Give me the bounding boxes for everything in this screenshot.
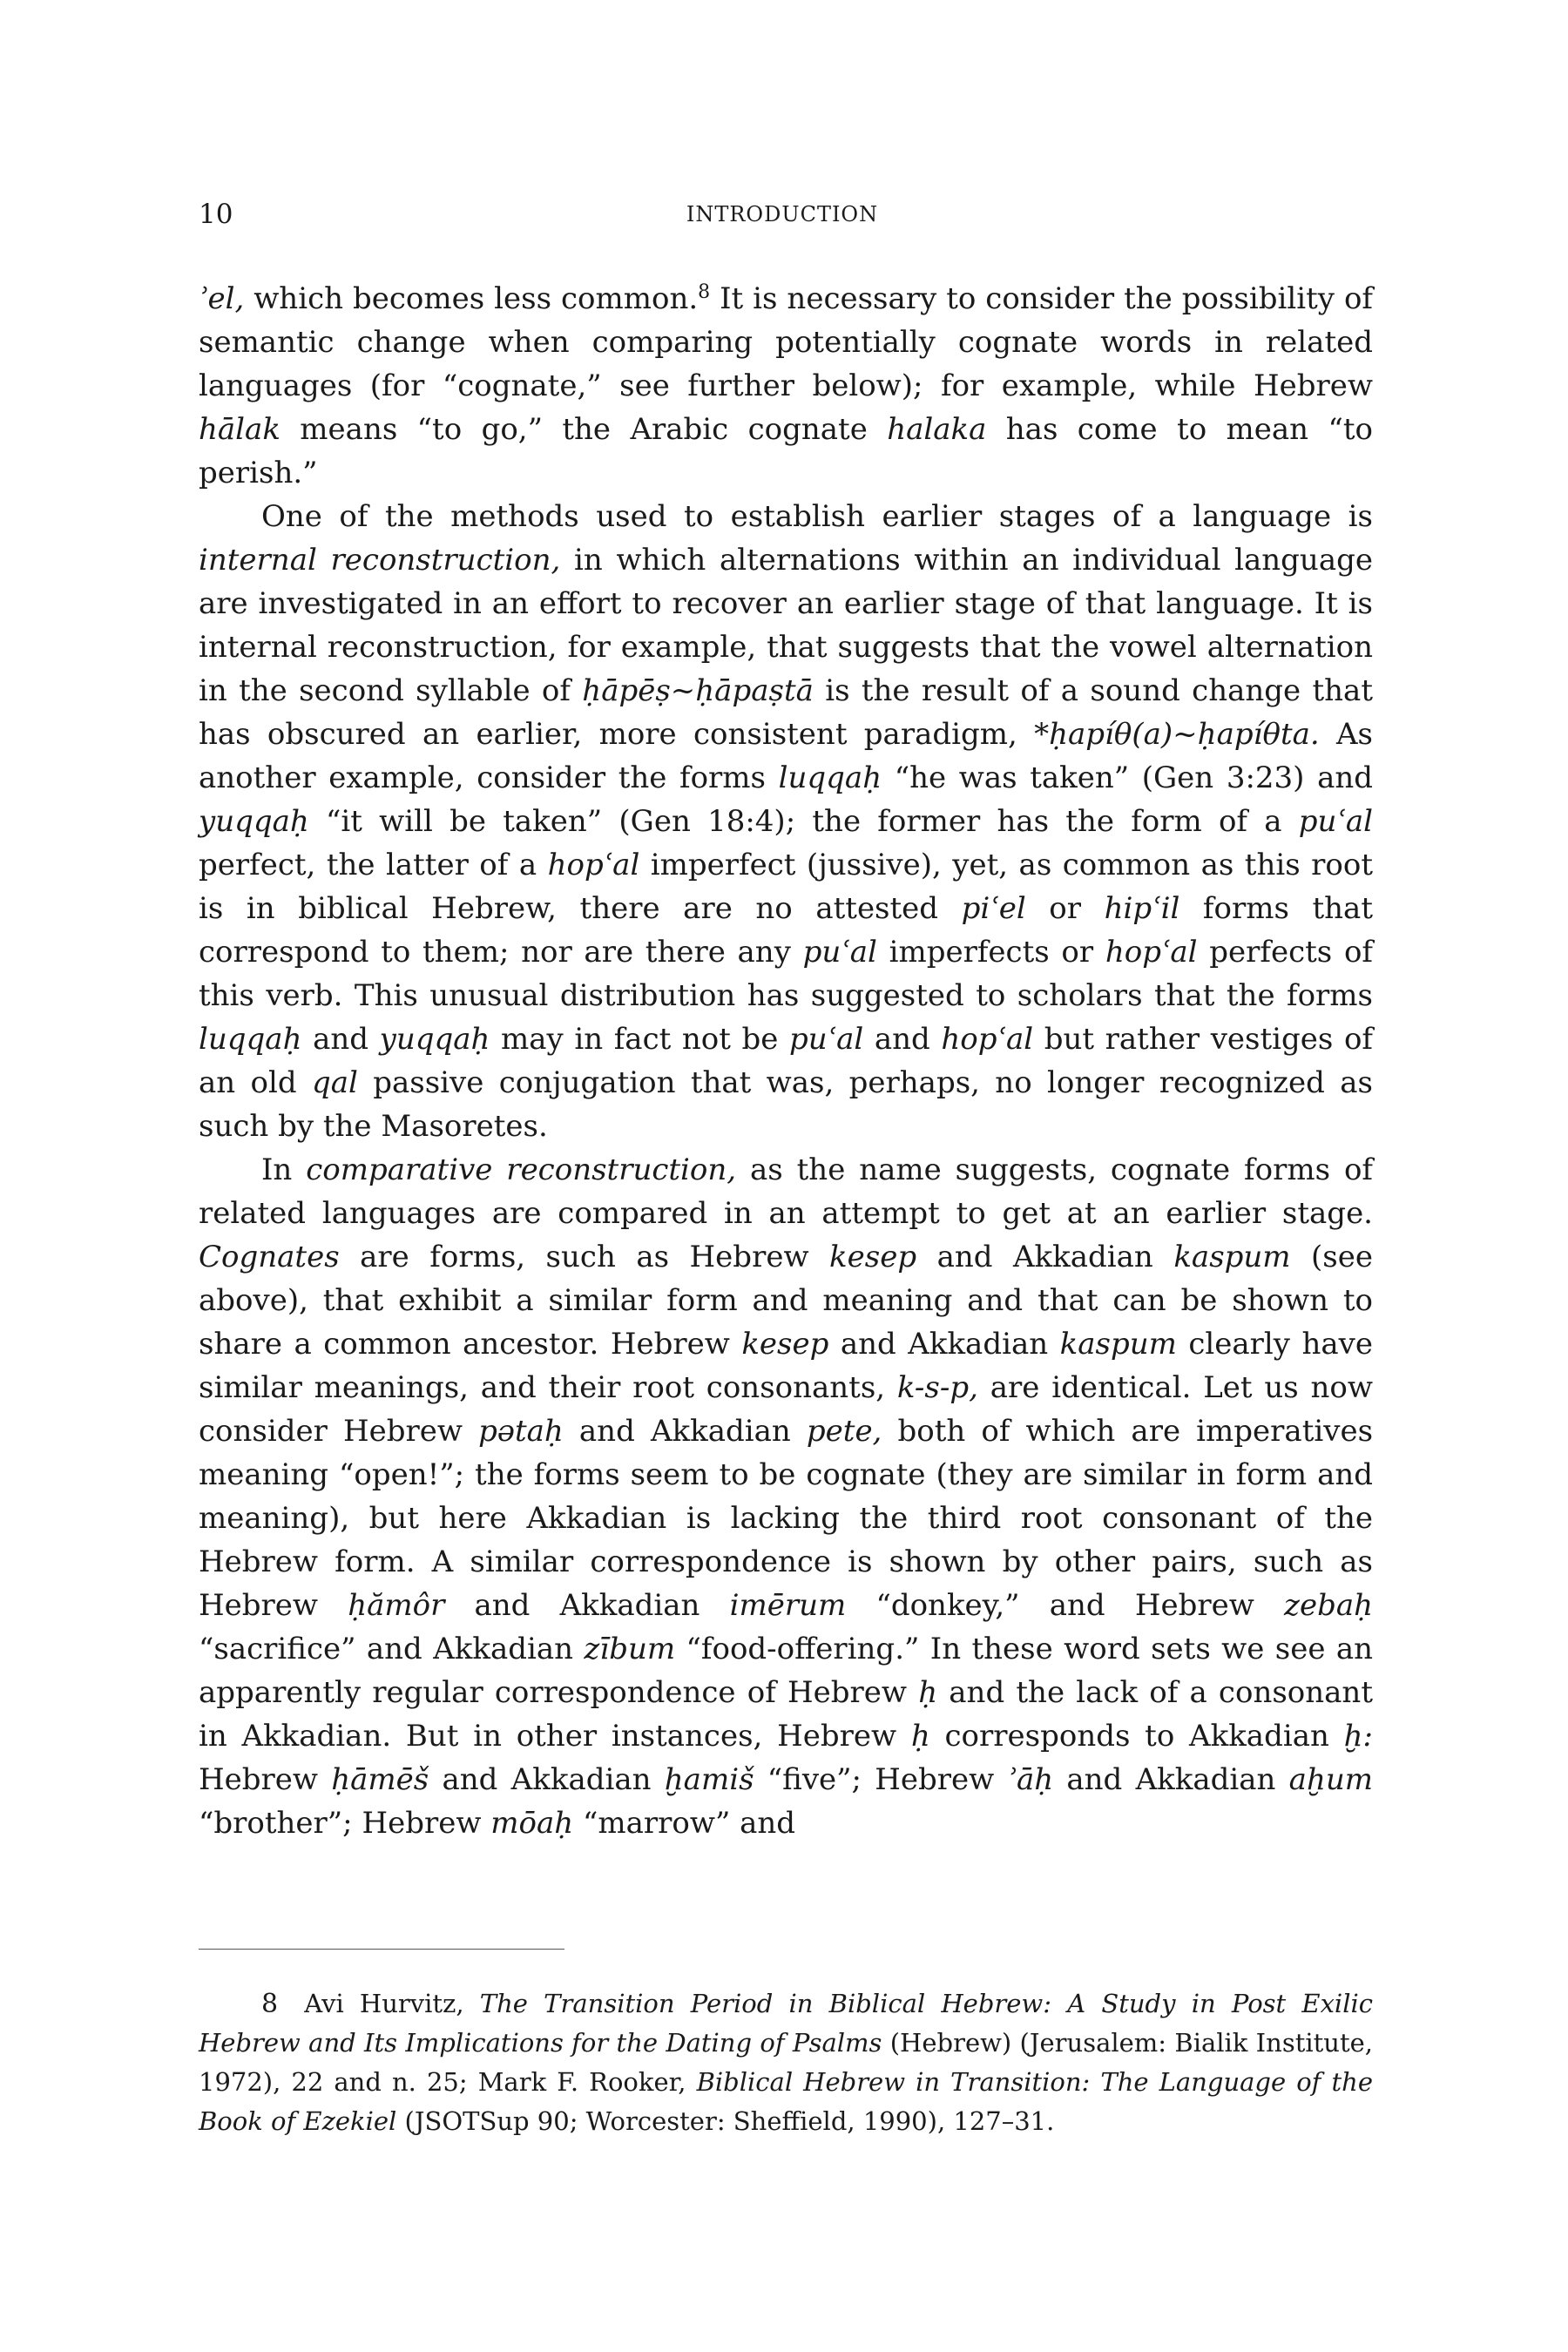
italic-term: kaspum xyxy=(1059,1327,1177,1362)
text-run: “donkey,” and Hebrew xyxy=(846,1588,1285,1623)
italic-term: kesep xyxy=(741,1327,829,1362)
paragraph-1 xyxy=(199,277,1373,495)
text-run: and xyxy=(863,1022,942,1057)
text-run: It is necessary to consider the possibility of semantic change when comparing potentially cognate words in related languages (for “cognate,” see further below); for example, while Hebrew xyxy=(199,281,1374,403)
italic-term: zebaḥ xyxy=(1284,1588,1373,1623)
text-run: but rather vestiges of an old xyxy=(199,1022,1373,1100)
text-run: “marrow” and xyxy=(573,1806,796,1841)
italic-term: ḥ xyxy=(918,1675,938,1710)
text-run: and xyxy=(301,1022,380,1057)
italic-term: halaka xyxy=(887,412,987,447)
text-run: may in fact not be xyxy=(490,1022,789,1057)
text-run: “food-offering.” In these word sets we see an apparently regular correspondence of Hebrew xyxy=(199,1632,1374,1710)
text-run: perfect, the latter of a xyxy=(199,848,548,882)
text-run: perfects of this verb. This unusual distribution has suggested to scholars that the forms xyxy=(199,935,1374,1013)
italic-term: Cognates xyxy=(199,1240,340,1274)
book-title: The Transition Period in Biblical Hebrew: A Study in Post Exilic Hebrew and Its Implications for the Dating of Psalms xyxy=(199,1989,1373,2058)
text-run: and Akkadian xyxy=(916,1240,1174,1274)
italic-term: puʿal xyxy=(1298,804,1373,839)
text-run: As another example, consider the forms xyxy=(199,717,1374,795)
text-run: corresponds to Akkadian xyxy=(929,1719,1344,1754)
text-run: has come to mean “to perish.” xyxy=(199,412,1373,490)
running-head-title: INTRODUCTION xyxy=(686,202,879,226)
running-head xyxy=(199,199,1366,237)
text-run: “sacrifice” and Akkadian xyxy=(199,1632,585,1666)
italic-term: ḫ: xyxy=(1343,1719,1373,1754)
text-run: Avi Hurvitz, xyxy=(288,1989,480,2018)
text-run: and Akkadian xyxy=(828,1327,1060,1362)
italic-term: hopʿal xyxy=(941,1022,1034,1057)
italic-term: ḫamiš xyxy=(664,1762,754,1797)
italic-term: imērum xyxy=(729,1588,847,1623)
text-run: as the name suggests, cognate forms of related languages are compared in an attempt to get at an earlier stage. xyxy=(199,1152,1373,1231)
footnote-separator xyxy=(199,1949,564,1950)
text-run: (Hebrew) (Jerusalem: Bialik Institute, 1972), 22 and n. 25; Mark F. Rooker, xyxy=(199,2028,1373,2097)
italic-term: puʿal xyxy=(802,935,877,970)
text-run: imperfects or xyxy=(876,935,1105,970)
text-run: and the lack of a consonant in Akkadian. But in other instances, Hebrew xyxy=(199,1675,1373,1754)
italic-term: ʾāḥ xyxy=(1007,1762,1054,1797)
italic-term: ḥāmēš xyxy=(331,1762,429,1797)
text-run: and Akkadian xyxy=(563,1414,807,1449)
italic-term: kaspum xyxy=(1173,1240,1291,1274)
italic-term: qal xyxy=(311,1065,358,1100)
text-run: forms that correspond to them; nor are there any xyxy=(199,891,1373,970)
italic-term: hopʿal xyxy=(547,848,640,882)
italic-term: luqqaḥ xyxy=(778,760,882,795)
text-run: “he was taken” (Gen 3:23) and xyxy=(882,760,1373,795)
text-run: is the result of a sound change that has obscured an earlier, more consistent paradigm, * xyxy=(199,673,1373,752)
text-run: in which alternations within an individual language are investigated in an effort to recover an earlier stage of that language. It is internal reconstruction, for example, that suggests that the vowel alternation in the second syllable of xyxy=(199,543,1373,708)
text-run: and Akkadian xyxy=(1053,1762,1289,1797)
text-run: “brother”; Hebrew xyxy=(199,1806,491,1841)
italic-term: pətaḥ xyxy=(478,1414,564,1449)
italic-term: k-s-p, xyxy=(896,1370,978,1405)
italic-term: comparative reconstruction, xyxy=(306,1152,737,1187)
footnote-number: 8 xyxy=(261,1989,279,2019)
footnote-reference[interactable]: 8 xyxy=(698,281,711,303)
text-run: In xyxy=(261,1152,307,1187)
italic-term: hopʿal xyxy=(1105,935,1198,970)
book-title: Biblical Hebrew in Transition: The Language of the Book of Ezekiel xyxy=(199,2067,1373,2136)
text-run: and Akkadian xyxy=(429,1762,665,1797)
italic-term: ḥapíθ(a)~ḥapíθta. xyxy=(1049,717,1320,752)
italic-term: kesep xyxy=(829,1240,917,1274)
text-run: “five”; Hebrew xyxy=(754,1762,1008,1797)
italic-term: piʿel xyxy=(961,891,1026,926)
italic-term: yuqqaḥ xyxy=(379,1022,490,1057)
italic-term: ḥ xyxy=(910,1719,930,1754)
text-run: are forms, such as Hebrew xyxy=(339,1240,830,1274)
text-run: One of the methods used to establish earlier stages of a language is xyxy=(261,499,1373,534)
text-run: means “to go,” the Arabic cognate xyxy=(280,412,888,447)
italic-term: mōaḥ xyxy=(490,1806,574,1841)
main-text xyxy=(199,277,1373,1845)
text-run: and Akkadian xyxy=(444,1588,730,1623)
text-run: or xyxy=(1025,891,1105,926)
italic-term: hālak xyxy=(199,412,280,447)
italic-term: ḥămôr xyxy=(348,1588,445,1623)
text-run: passive conjugation that was, perhaps, no longer recognized as such by the Masoretes. xyxy=(199,1065,1373,1144)
page-number: 10 xyxy=(199,199,233,230)
footnote-8 xyxy=(199,1984,1373,2141)
footnote xyxy=(199,1984,1373,2141)
text-run: clearly have similar meanings, and their root consonants, xyxy=(199,1327,1373,1405)
text-run: (JSOTSup 90; Worcester: Sheffield, 1990), 127–31. xyxy=(396,2106,1055,2136)
text-run: both of which are imperatives meaning “open!”; the forms seem to be cognate (they are similar in form and meaning), but here Akkadian is lacking the third root consonant of the Hebrew form. A similar correspondence is shown by other pairs, such as Hebrew xyxy=(199,1414,1374,1623)
italic-term: yuqqaḥ xyxy=(199,804,309,839)
text-run: “it will be taken” (Gen 18:4); the former has the form of a xyxy=(308,804,1299,839)
text-run: Hebrew xyxy=(199,1762,332,1797)
text-run: are identical. Let us now consider Hebrew xyxy=(199,1370,1373,1449)
italic-term: hipʿil xyxy=(1104,891,1180,926)
text-run: (see above), that exhibit a similar form and meaning and that can be shown to share a common ancestor. Hebrew xyxy=(199,1240,1374,1362)
italic-term: ḥāpēṣ~ḥāpaṣtā xyxy=(582,673,814,708)
text-run: which becomes less common. xyxy=(244,281,699,316)
italic-term: zībum xyxy=(584,1632,676,1666)
italic-term: ʾel, xyxy=(199,281,245,316)
italic-term: internal reconstruction, xyxy=(199,543,561,578)
italic-term: aḫum xyxy=(1288,1762,1373,1797)
italic-term: luqqaḥ xyxy=(199,1022,302,1057)
italic-term: pete, xyxy=(806,1414,882,1449)
paragraph-3 xyxy=(199,1148,1373,1845)
paragraph-2 xyxy=(199,495,1373,1148)
text-run: imperfect (jussive), yet, as common as this root is in biblical Hebrew, there are no attested xyxy=(199,848,1373,926)
italic-term: puʿal xyxy=(789,1022,864,1057)
